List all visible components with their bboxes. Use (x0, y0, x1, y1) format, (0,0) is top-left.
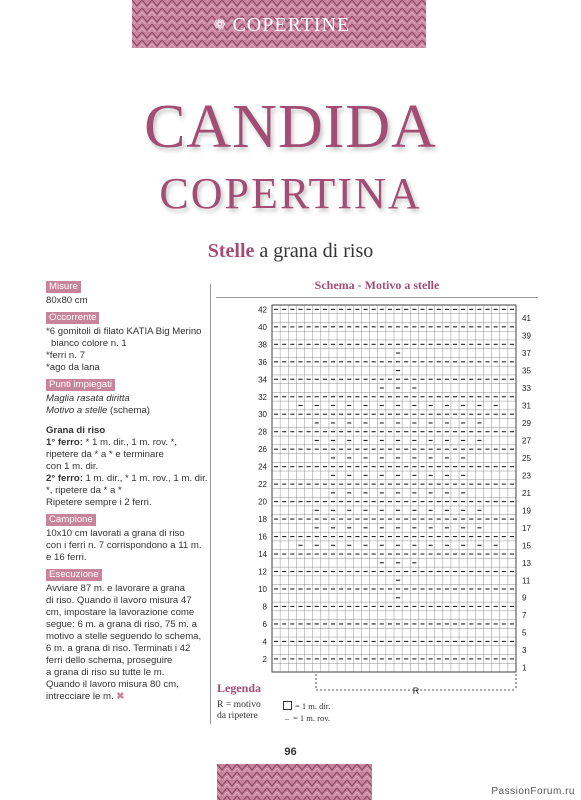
row-label: 17 (522, 523, 531, 533)
row-label: 40 (258, 322, 267, 332)
esecuzione-line: cm, impostare la lavorazione come (46, 607, 195, 618)
esecuzione-line: di riso. Quando il lavoro misura 47 (46, 595, 192, 606)
row-label: 29 (522, 418, 531, 428)
esecuzione-line: a grana di riso su tutte le m. (46, 667, 165, 678)
legend-purl: – = 1 m. rov. (284, 713, 331, 723)
row-label: 33 (522, 384, 531, 394)
esecuzione-line: Quando il lavoro misura 80 cm, (46, 679, 179, 690)
row-label: 21 (522, 488, 531, 498)
row-label: 1 (522, 663, 527, 673)
row-label: 12 (258, 567, 267, 577)
grana-ferro1: 1° ferro: * 1 m. dir., 1 m. rov. *, (46, 437, 178, 448)
grana-title: Grana di riso (46, 425, 106, 436)
flower-icon: ❁ (213, 18, 227, 33)
row-label: 31 (522, 401, 531, 411)
row-label: 38 (258, 340, 267, 350)
row-label: 16 (258, 532, 267, 542)
page-title-line2: COPERTINA (159, 169, 422, 218)
repeat-label: R (412, 686, 420, 696)
row-label: 24 (258, 462, 267, 472)
occorrente-heading: Occorrente (46, 312, 99, 324)
section-title: ❁ COPERTINE (213, 14, 351, 36)
row-label: 2 (262, 654, 267, 664)
row-label: 5 (522, 628, 527, 638)
row-label: 34 (258, 375, 267, 385)
esecuzione-line: segue: 6 m. a grana di riso, 75 m. a (46, 619, 197, 630)
misure-text: 80x80 cm (46, 295, 88, 306)
row-label: 15 (522, 541, 531, 551)
misure-heading: Misure (46, 281, 81, 293)
esecuzione-line: motivo a stelle seguendo lo schema, (46, 631, 202, 642)
end-mark-icon: ✖ (116, 691, 125, 702)
occorrente-line: *6 gomitoli di filato KATIA Big Merino (46, 326, 202, 337)
row-label: 32 (258, 392, 267, 402)
esecuzione-line: 6 m. a grana di riso. Terminati i 42 (46, 643, 191, 654)
campione-line: con i ferri n. 7 corrispondono a 11 m. (46, 540, 202, 551)
punti-heading: Punti impiegati (46, 379, 115, 391)
punti-line: Maglia rasata diritta (46, 393, 130, 404)
row-label: 36 (258, 357, 267, 367)
row-label: 8 (262, 602, 267, 612)
row-label: 10 (258, 584, 267, 594)
occorrente-line: *ferri n. 7 (46, 350, 85, 361)
campione-line: 10x10 cm lavorati a grana di riso (46, 528, 185, 539)
row-label: 42 (258, 305, 267, 315)
row-label: 27 (522, 436, 531, 446)
occorrente-line: *ago da lana (46, 362, 100, 373)
row-label: 6 (262, 619, 267, 629)
grana-line: ripetere da * a * e terminare (46, 449, 164, 460)
row-label: 35 (522, 366, 531, 376)
page-number: 96 (284, 746, 297, 758)
row-label: 41 (522, 314, 531, 324)
row-label: 30 (258, 410, 267, 420)
row-label: 28 (258, 427, 267, 437)
grana-line: con 1 m. dir. (46, 461, 99, 472)
row-label: 9 (522, 593, 527, 603)
legend-title: Legenda (217, 681, 262, 695)
campione-heading: Campione (46, 514, 96, 526)
esecuzione-line: ferri dello schema, proseguire (46, 655, 173, 666)
row-label: 22 (258, 480, 267, 490)
punti-line: Motivo a stelle (schema) (46, 405, 150, 416)
row-label: 25 (522, 453, 531, 463)
row-label: 26 (258, 445, 267, 455)
legend-repeat: R = motivo da ripetere (217, 699, 261, 721)
row-label: 14 (258, 550, 267, 560)
row-label: 13 (522, 558, 531, 568)
row-label: 18 (258, 515, 267, 525)
grana-line: Ripetere sempre i 2 ferri. (46, 497, 152, 508)
footer-band (217, 764, 372, 800)
chart-title: Schema - Motivo a stelle (216, 278, 538, 298)
esecuzione-heading: Esecuzione (46, 569, 102, 581)
page-title-line1: CANDIDA (144, 93, 437, 161)
campione-line: e 16 ferri. (46, 552, 87, 563)
grana-ferro2: 2° ferro: 1 m. dir., * 1 m. rov., 1 m. dir. (46, 473, 208, 484)
row-label: 19 (522, 506, 531, 516)
esecuzione-line: intrecciare le m. ✖ (46, 691, 125, 702)
row-label: 39 (522, 331, 531, 341)
occorrente-line: bianco colore n. 1 (51, 338, 127, 349)
knit-symbol-icon (283, 701, 292, 710)
row-label: 20 (258, 497, 267, 507)
row-label: 4 (262, 637, 267, 647)
watermark: PassionForum.ru (491, 786, 575, 797)
legend-knit: = 1 m. dir. (283, 700, 330, 712)
grana-line: *, ripetere da * a * (46, 485, 122, 496)
row-label: 3 (522, 646, 527, 656)
row-label: 23 (522, 471, 531, 481)
subtitle: Stelle a grana di riso (207, 240, 374, 262)
legend-keys (283, 700, 330, 724)
row-label: 11 (522, 576, 531, 586)
row-label: 37 (522, 349, 531, 359)
row-label: 7 (522, 611, 527, 621)
knit-texture (217, 764, 372, 800)
purl-symbol-icon: – (284, 713, 290, 723)
esecuzione-line: Avviare 87 m. e lavorare a grana (46, 583, 186, 594)
